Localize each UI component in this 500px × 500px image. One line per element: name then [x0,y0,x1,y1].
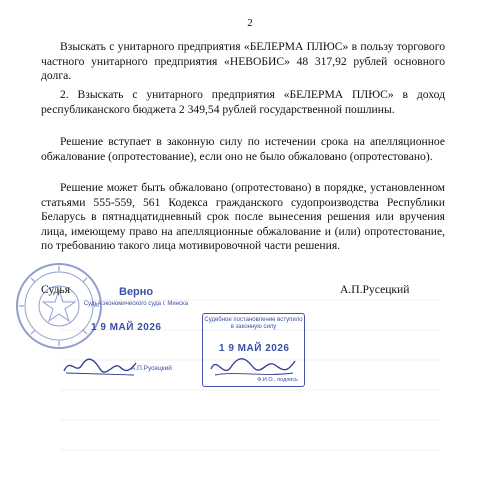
stamp-force-date: 1 9 МАЙ 2026 [219,343,290,354]
stamp-verno-date: 1 9 МАЙ 2026 [91,322,162,333]
paragraph-appeal-procedure: Решение может быть обжаловано (опротестовано) в порядке, установленном статьями 555-559, 561 Кодекса гражданского судопроизводства Республики Беларусь в пятнадцатидневный срок после вынесения решения или вручения лица, имеющему право на апелляционные обжалование и (или) опротестование, по требованию такого лица мотивировочной части решения. [41,181,445,253]
signature-scribble-icon [60,353,140,379]
stamp-verno-signer: А.П.Русецкий [131,365,172,372]
paragraph-recovery-debt: Взыскать с унитарного предприятия «БЕЛЕРМА ПЛЮС» в пользу торгового частного унитарного предприятия «НЕВОБИС» 48 317,92 рублей основного долга. [41,40,445,83]
stamp-force-footer: Ф.И.О., подпись [257,377,298,383]
signature-scribble-icon [205,353,300,381]
stamp-verno-court: Судья экономического суда г. Минска [83,301,189,307]
paragraph-entry-into-force: Решение вступает в законную силу по истечении срока на апелляционное обжалование (опротестование), если оно не было обжаловано (опротестовано). [41,135,445,163]
judge-name: А.П.Русецкий [340,283,410,296]
paragraph-state-duty: 2. Взыскать с унитарного предприятия «БЕЛЕРМА ПЛЮС» в доход республиканского бюджета 2 349,54 рублей государственной пошлины. [41,88,445,116]
stamp-force-text: Судебное постановление вступило в законную силу [204,317,303,330]
page-number: 2 [247,17,253,29]
stamp-verno-title: Верно [119,286,154,298]
judge-label: Судья [41,283,71,296]
